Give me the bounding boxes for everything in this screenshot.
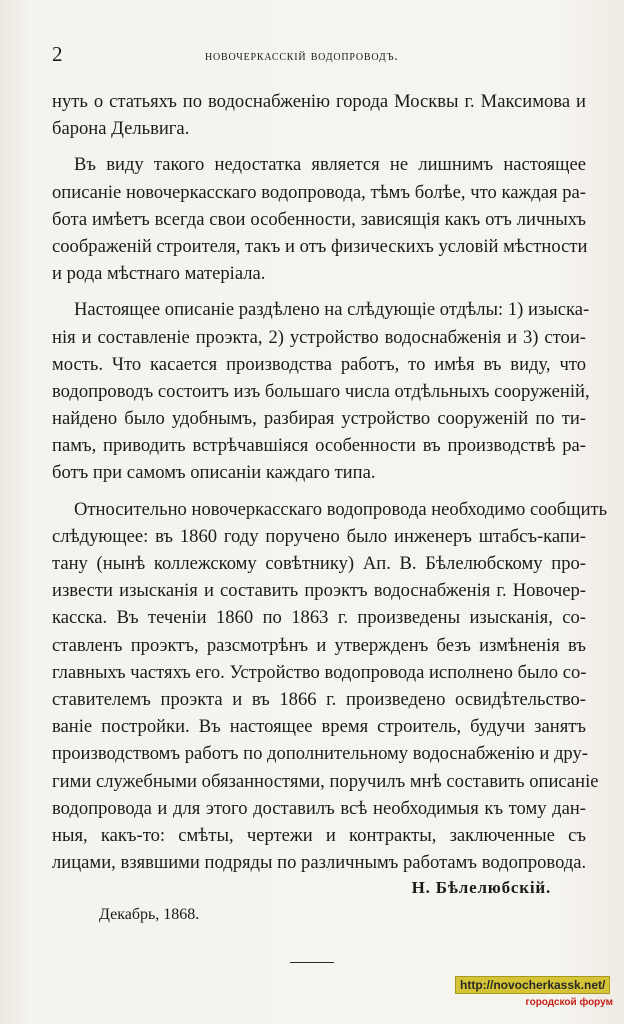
paragraph xyxy=(52,496,608,877)
text-line: ставленъ проэктъ, разсмотрѣнъ и утвержденъ безъ измѣненія въ xyxy=(52,634,586,656)
text-line: гими служебными обязанностями, поручилъ мнѣ составить описаніе xyxy=(52,770,599,792)
paragraph xyxy=(52,296,590,486)
page-number: 2 xyxy=(52,42,63,66)
text-line: Въ виду такого недостатка является не лишнимъ настоящее xyxy=(74,154,586,176)
text-line: производствомъ работъ по дополнительному водоснабженію и дру- xyxy=(52,743,588,765)
text-line: водопроводъ состоитъ изъ большаго числа отдѣльныхъ сооруженій, xyxy=(52,380,590,402)
text-line: памъ, приводить встрѣчавшіяся особенности въ производствѣ ра- xyxy=(52,435,586,457)
watermark-label: городской форум xyxy=(525,997,613,1008)
end-rule xyxy=(290,962,334,963)
text-line: главныхъ частяхъ его. Устройство водопровода исполнено было со- xyxy=(52,661,587,683)
text-line: бота имѣетъ всегда свои особенности, зависящія какъ отъ личныхъ xyxy=(52,208,586,230)
text-line: ставителемъ проэкта и въ 1866 г. произведено освидѣтельство- xyxy=(52,688,586,710)
text-line: мость. Что касается производства работъ, то имѣя въ виду, что xyxy=(52,353,586,375)
text-line: лицами, взявшими подряды по различнымъ работамъ водопровода. xyxy=(52,852,587,874)
date-line: Декабрь, 1868. xyxy=(99,906,200,923)
text-line: Относительно новочеркасскаго водопровода необходимо сообщить xyxy=(74,498,608,520)
text-line: ботъ при самомъ описаніи каждаго типа. xyxy=(52,462,376,484)
text-line: соображеній строителя, такъ и отъ физическихъ условій мѣстности xyxy=(52,235,588,257)
author-signature: Н. Бѣлелюбскій. xyxy=(411,878,551,897)
text-line: найдено было удобнымъ, разбирая устройство сооруженій по ти- xyxy=(52,408,586,430)
paragraph xyxy=(52,151,586,287)
watermark-url: http://novocherkassk.net/ xyxy=(455,976,610,994)
text-line: и рода мѣстнаго матеріала. xyxy=(52,263,266,285)
text-line: извести изысканія и составить проэктъ водоснабженія г. Новочер- xyxy=(52,580,586,602)
text-line: тану (нынѣ коллежскому совѣтнику) Ап. В. Бѣлелюбскому про- xyxy=(52,553,586,574)
text-line: ныя, какъ-то: смѣты, чертежи и контракты, заключенные съ xyxy=(52,824,586,846)
text-line: слѣдующее: въ 1860 году поручено было инженеръ штабсъ-капи- xyxy=(52,525,586,547)
site-watermark xyxy=(455,976,615,1008)
running-head: новочеркасскій водопроводъ. xyxy=(205,49,399,64)
text-line: ваніе постройки. Въ настоящее время строитель, будучи занятъ xyxy=(52,716,586,738)
text-line: нуть о статьяхъ по водоснабженію города Москвы г. Максимова и xyxy=(52,91,586,112)
text-line: нія и составленіе проэкта, 2) устройство водоснабженія и 3) стои- xyxy=(52,326,586,348)
text-line: водопровода и для этого доставилъ всѣ необходимыя къ тому дан- xyxy=(52,797,586,819)
text-line: касска. Въ теченіи 1860 по 1863 г. произведены изысканія, со- xyxy=(52,607,586,629)
text-line: описаніе новочеркасскаго водопровода, тѣмъ болѣе, что каждая ра- xyxy=(52,181,586,203)
text-line: барона Дельвига. xyxy=(52,118,190,140)
paragraph xyxy=(52,88,586,142)
body-text xyxy=(52,88,608,876)
text-line: Настоящее описаніе раздѣлено на слѣдующіе отдѣлы: 1) изыска- xyxy=(74,299,590,321)
